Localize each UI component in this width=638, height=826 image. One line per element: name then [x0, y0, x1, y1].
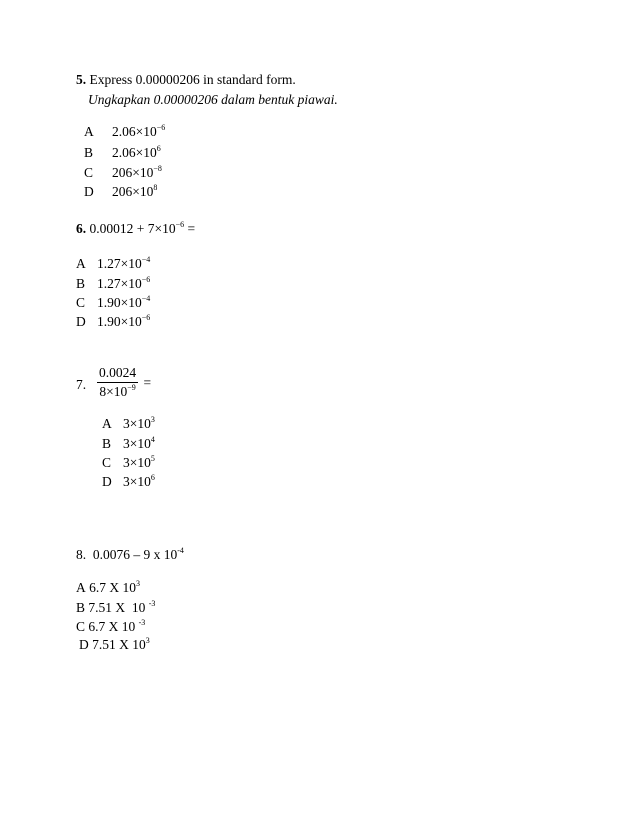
option-letter: D [102, 474, 112, 489]
q8-option-c[interactable] [76, 619, 145, 635]
option-letter: B [76, 276, 86, 291]
q8-option-d[interactable] [79, 637, 150, 653]
q5-stem [76, 72, 296, 88]
q6-number: 6. [76, 221, 87, 236]
option-value: 6.7 X 10 [89, 580, 136, 595]
option-letter: A [76, 580, 86, 595]
option-exponent: −8 [153, 164, 162, 173]
q6-option-d[interactable] [76, 314, 150, 330]
option-value: 1.27×10 [97, 276, 142, 291]
option-letter: C [76, 295, 86, 310]
option-value: 206×10 [112, 184, 154, 199]
option-value: 7.51 X 10 [88, 600, 149, 615]
option-exponent: −4 [141, 255, 151, 264]
denominator-base: 8×10 [99, 384, 128, 399]
option-value: 7.51 X 10 [92, 637, 146, 652]
option-value: 2.06×10 [112, 145, 157, 160]
option-letter: C [102, 455, 112, 470]
option-letter: B [76, 600, 86, 615]
q8-exponent: -4 [177, 546, 184, 555]
option-letter: D [84, 184, 94, 199]
q7-fraction [97, 365, 151, 400]
option-letter: C [76, 619, 86, 634]
q5-option-d[interactable] [84, 184, 157, 200]
q6-option-b[interactable] [76, 276, 150, 292]
q7-option-b[interactable] [102, 436, 155, 452]
fraction-numerator: 0.0024 [99, 365, 137, 380]
option-exponent: 8 [153, 183, 158, 192]
option-letter: B [84, 145, 94, 160]
q6-expression: 0.00012 + 7×10 [89, 221, 176, 236]
option-letter: A [76, 256, 86, 271]
q8-number: 8. [76, 547, 87, 562]
q6-option-a[interactable] [76, 256, 150, 272]
option-exponent: 6 [156, 144, 161, 153]
option-value: 3×10 [123, 416, 151, 431]
option-exponent: -3 [138, 618, 146, 627]
option-letter: A [102, 416, 112, 431]
option-value: 1.90×10 [97, 295, 142, 310]
q7-option-c[interactable] [102, 455, 155, 471]
option-exponent: −6 [141, 313, 151, 322]
option-value: 6.7 X 10 [88, 619, 139, 634]
option-value: 3×10 [123, 436, 151, 451]
q5-option-b[interactable] [84, 145, 161, 161]
q8-stem [76, 547, 184, 563]
option-exponent: 5 [150, 454, 155, 463]
q8-option-b[interactable] [76, 600, 155, 616]
option-value: 3×10 [123, 474, 151, 489]
option-value: 2.06×10 [112, 124, 157, 139]
q5-option-c[interactable] [84, 165, 162, 181]
option-exponent: 3 [136, 579, 140, 588]
q5-translation: Ungkapkan 0.00000206 dalam bentuk piawai. [88, 92, 338, 107]
fraction [97, 365, 138, 400]
q6-option-c[interactable] [76, 295, 150, 311]
q5-option-a[interactable] [84, 124, 165, 140]
option-letter: C [84, 165, 94, 180]
option-exponent: 3 [145, 636, 150, 645]
option-letter: D [76, 314, 86, 329]
q7-option-d[interactable] [102, 474, 155, 490]
q8-expression: 0.0076 – 9 x 10 [92, 547, 178, 562]
option-exponent: −6 [156, 123, 166, 132]
option-value: 1.90×10 [97, 314, 142, 329]
q5-number: 5. [76, 72, 87, 87]
q6-exponent: −6 [175, 220, 185, 229]
option-exponent: 4 [150, 435, 155, 444]
q6-stem [76, 221, 195, 237]
fraction-denominator [97, 384, 138, 400]
denominator-exponent: −9 [127, 383, 136, 392]
q7-option-a[interactable] [102, 416, 155, 432]
option-exponent: -3 [148, 599, 156, 608]
option-exponent: −6 [141, 275, 151, 284]
option-value: 3×10 [123, 455, 151, 470]
q5-text: Express 0.00000206 in standard form. [89, 72, 296, 87]
q8-option-a[interactable] [76, 580, 140, 596]
option-exponent: 6 [150, 473, 155, 482]
option-exponent: −4 [141, 294, 151, 303]
option-value: 206×10 [112, 165, 154, 180]
q7-number: 7. [76, 377, 87, 392]
option-value: 1.27×10 [97, 256, 142, 271]
option-letter: B [102, 436, 112, 451]
q6-equals: = [184, 221, 196, 236]
option-letter: A [84, 124, 94, 139]
option-exponent: 3 [150, 415, 155, 424]
option-letter: D [79, 637, 89, 652]
q7-equals: = [143, 374, 152, 390]
